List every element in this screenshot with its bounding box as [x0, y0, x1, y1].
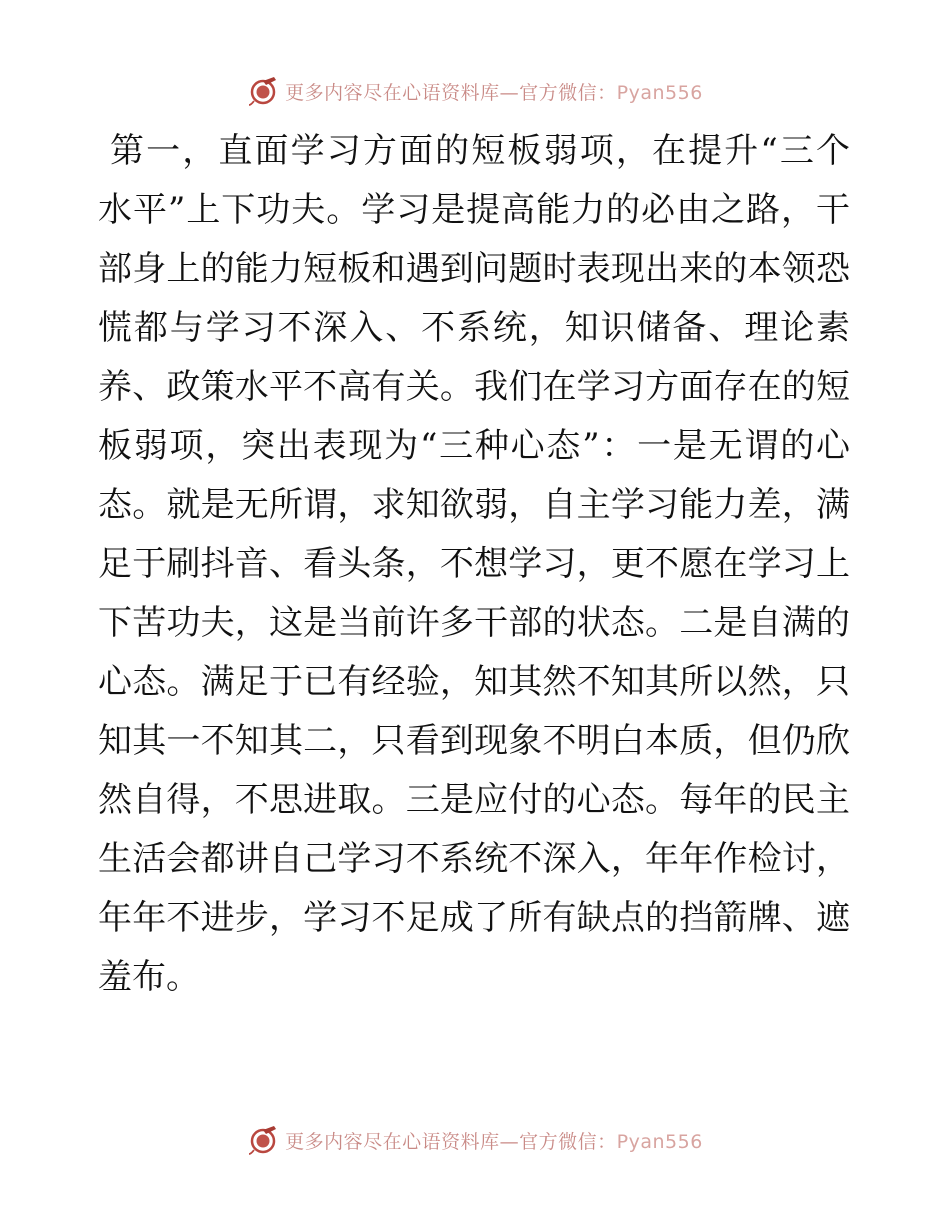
header-banner-text [285, 78, 703, 105]
document-line: 下苦功夫，这是当前许多干部的状态。二是自满的 [98, 603, 850, 643]
document-body [98, 122, 850, 1002]
document-line: 态。就是无所谓，求知欲弱，自主学习能力差，满 [98, 485, 850, 525]
document-line: 水平”上下功夫。学习是提高能力的必由之路，干 [98, 190, 850, 230]
document-line: 然自得，不思进取。三是应付的心态。每年的民主 [98, 780, 850, 820]
footer-banner-text [285, 1127, 703, 1154]
document-line: 板弱项，突出表现为“三种心态”：一是无谓的心 [98, 426, 850, 466]
document-line: 慌都与学习不深入、不系统，知识储备、理论素 [98, 308, 850, 348]
document-line: 知其一不知其二，只看到现象不明白本质，但仍欣 [98, 721, 850, 761]
header-banner [0, 71, 950, 111]
footer-wechat-id: Pyan556 [616, 1130, 703, 1153]
footer-banner [0, 1120, 950, 1160]
document-line: 部身上的能力短板和遇到问题时表现出来的本领恐 [98, 249, 850, 289]
document-line: 生活会都讲自己学习不系统不深入，年年作检讨， [98, 839, 850, 879]
red-seal-pen-logo-icon [247, 75, 279, 107]
footer-banner-label: 更多内容尽在心语资料库—官方微信： [285, 1130, 617, 1153]
document-line: 羞布。 [98, 957, 200, 997]
document-line: 足于刷抖音、看头条，不想学习，更不愿在学习上 [98, 544, 850, 584]
header-wechat-id: Pyan556 [616, 81, 703, 104]
red-seal-pen-logo-icon [247, 1124, 279, 1156]
header-banner-label: 更多内容尽在心语资料库—官方微信： [285, 81, 617, 104]
document-line: 养、政策水平不高有关。我们在学习方面存在的短 [98, 367, 850, 407]
document-line: 心态。满足于已有经验，知其然不知其所以然，只 [98, 662, 850, 702]
document-line: 第一，直面学习方面的短板弱项，在提升“三个 [110, 131, 850, 171]
document-line: 年年不进步，学习不足成了所有缺点的挡箭牌、遮 [98, 898, 850, 938]
